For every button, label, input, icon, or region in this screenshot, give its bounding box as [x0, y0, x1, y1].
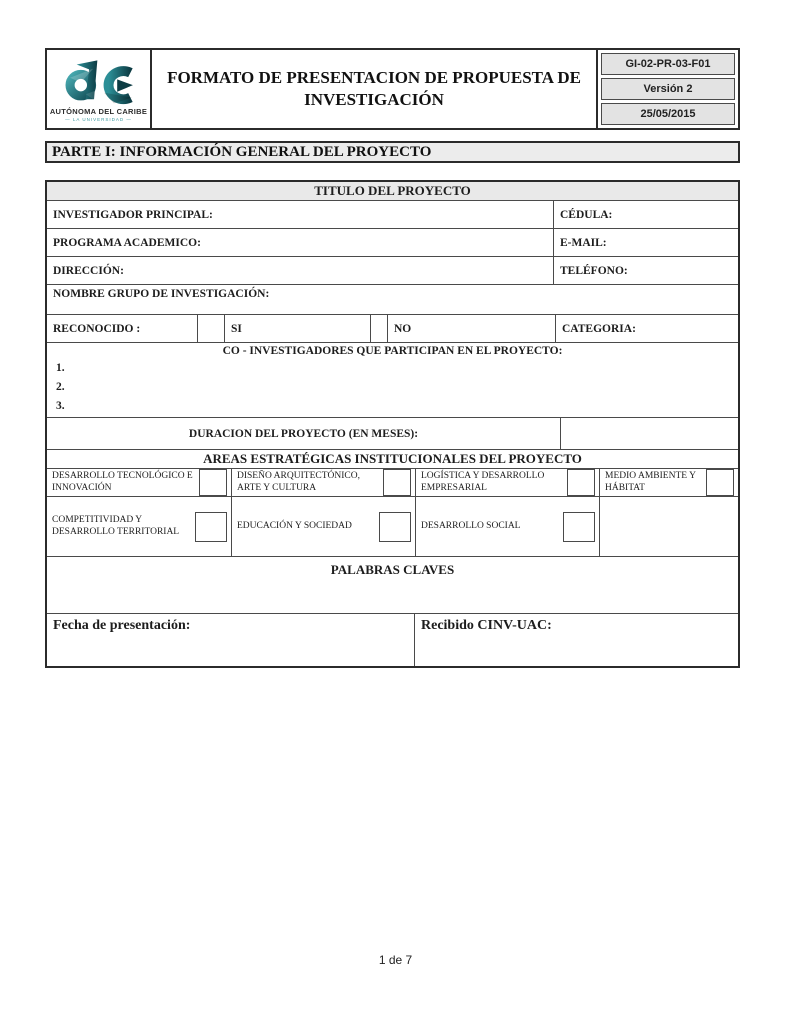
field-label-cedula[interactable]: CÉDULA:: [553, 201, 738, 228]
area-label: EDUCACIÓN Y SOCIEDAD: [237, 520, 352, 531]
area-checkbox-educacion[interactable]: [379, 512, 411, 542]
coinvestigator-line-3[interactable]: 3.: [56, 400, 65, 412]
header-meta: [598, 50, 738, 128]
area-label: DESARROLLO SOCIAL: [421, 520, 521, 531]
area-label: DESARROLLO TECNOLÓGICO E INNOVACIÓN: [52, 470, 193, 493]
project-info-table: [45, 180, 740, 668]
field-label-investigador-principal[interactable]: INVESTIGADOR PRINCIPAL:: [53, 208, 213, 221]
coinvestigators-section: [47, 343, 738, 417]
keywords-header: PALABRAS CLAVES: [330, 562, 455, 577]
university-logo: [47, 50, 152, 128]
field-label-categoria[interactable]: CATEGORIA:: [555, 315, 738, 342]
area-checkbox-desarrollo-tecnologico[interactable]: [199, 469, 227, 496]
field-label-nombre-grupo[interactable]: NOMBRE GRUPO DE INVESTIGACIÓN:: [53, 288, 270, 300]
document-code: GI-02-PR-03-F01: [601, 53, 735, 75]
coinvestigators-header: CO - INVESTIGADORES QUE PARTICIPAN EN EL PROYECTO:: [222, 345, 563, 357]
area-label: MEDIO AMBIENTE Y HÁBITAT: [605, 470, 696, 493]
area-cell-educacion: [231, 497, 415, 556]
section-part1-header: PARTE I: INFORMACIÓN GENERAL DEL PROYECTO: [45, 141, 740, 163]
area-label: LOGÍSTICA Y DESARROLLO EMPRESARIAL: [421, 470, 545, 493]
field-label-email[interactable]: E-MAIL:: [553, 229, 738, 256]
reconocido-si-checkbox-cell[interactable]: [197, 315, 224, 342]
keywords-section[interactable]: [47, 557, 738, 613]
university-logo-icon: [56, 56, 142, 106]
field-label-fecha-presentacion[interactable]: Fecha de presentación:: [53, 618, 191, 633]
header-title-cell: [152, 50, 598, 128]
area-cell-desarrollo-social: [415, 497, 599, 556]
area-cell-empty: [599, 497, 738, 556]
area-checkbox-logistica[interactable]: [567, 469, 595, 496]
reconocido-no-checkbox-cell[interactable]: [370, 315, 387, 342]
duracion-value-cell[interactable]: [560, 418, 738, 449]
document-header: [45, 48, 740, 130]
area-cell-logistica: [415, 469, 599, 496]
field-label-direccion[interactable]: DIRECCIÓN:: [53, 264, 124, 277]
area-checkbox-medio-ambiente[interactable]: [706, 469, 734, 496]
area-cell-medio-ambiente: [599, 469, 738, 496]
coinvestigator-line-1[interactable]: 1.: [56, 362, 65, 374]
project-title-header: TITULO DEL PROYECTO: [47, 182, 738, 200]
coinvestigator-line-2[interactable]: 2.: [56, 381, 65, 393]
area-checkbox-diseno-arquitectonico[interactable]: [383, 469, 411, 496]
logo-tagline: — LA UNIVERSIDAD —: [65, 117, 132, 122]
field-label-telefono[interactable]: TELÉFONO:: [553, 257, 738, 284]
document-date: 25/05/2015: [601, 103, 735, 125]
field-label-reconocido: RECONOCIDO :: [53, 322, 141, 335]
area-cell-diseno-arquitectonico: [231, 469, 415, 496]
field-label-duracion: DURACION DEL PROYECTO (EN MESES):: [188, 427, 419, 440]
areas-section-header: AREAS ESTRATÉGICAS INSTITUCIONALES DEL PROYECTO: [203, 451, 582, 466]
document-version: Versión 2: [601, 78, 735, 100]
field-label-programa-academico[interactable]: PROGRAMA ACADEMICO:: [53, 236, 201, 249]
area-checkbox-desarrollo-social[interactable]: [563, 512, 595, 542]
area-label: COMPETITIVIDAD Y DESARROLLO TERRITORIAL: [52, 514, 180, 537]
area-cell-competitividad: [47, 497, 231, 556]
field-label-recibido-cinv[interactable]: Recibido CINV-UAC:: [414, 614, 738, 666]
area-cell-desarrollo-tecnologico: [47, 469, 231, 496]
page-number: 1 de 7: [378, 953, 413, 967]
document-title: FORMATO DE PRESENTACION DE PROPUESTA DE INVESTIGACIÓN: [167, 67, 581, 109]
reconocido-si-label: SI: [224, 315, 370, 342]
area-checkbox-competitividad[interactable]: [195, 512, 227, 542]
area-label: DISEÑO ARQUITECTÓNICO, ARTE Y CULTURA: [237, 470, 360, 493]
reconocido-no-label: NO: [387, 315, 555, 342]
logo-university-name: AUTÓNOMA DEL CARIBE: [49, 107, 148, 116]
